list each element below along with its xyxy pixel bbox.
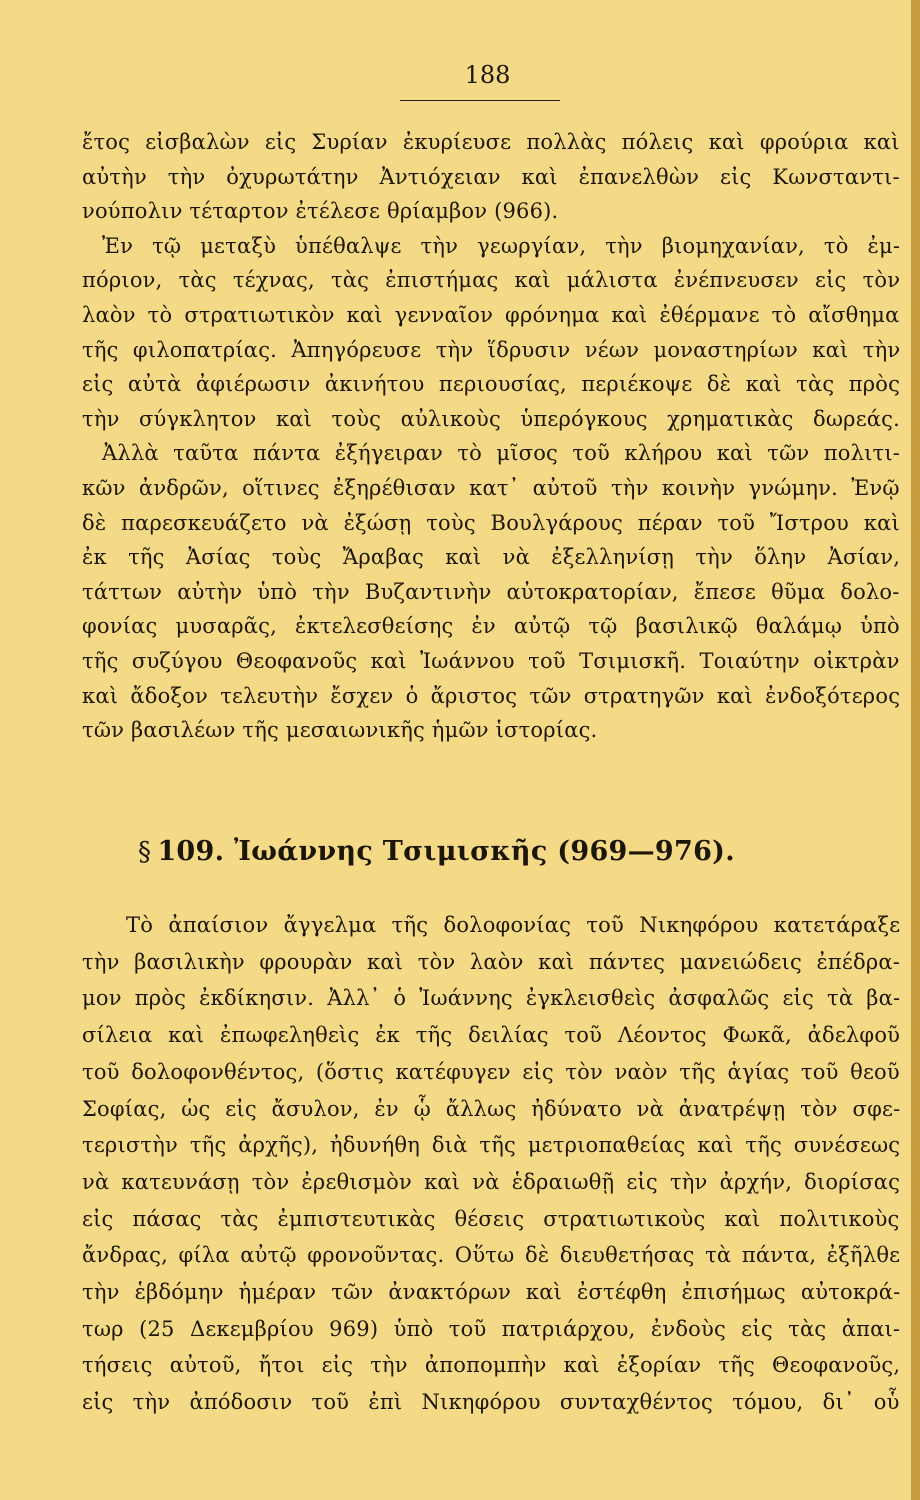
text-line: τάττων αὐτὴν ὑπὸ τὴν Βυζαντινὴν αὐτοκρατορίαν, ἔπεσε θῦμα δολο- bbox=[82, 579, 900, 604]
header-rule bbox=[400, 100, 560, 101]
text-line: εἰς πάσας τὰς ἐμπιστευτικὰς θέσεις στρατιωτικοὺς καὶ πολιτικοὺς bbox=[82, 1206, 900, 1231]
text-line: καὶ ἄδοξον τελευτὴν ἔσχεν ὁ ἄριστος τῶν στρατηγῶν καὶ ἐνδοξότερος bbox=[82, 683, 901, 708]
text-line: ἐκ τῆς Ἀσίας τοὺς Ἄραβας καὶ νὰ ἐξελληνίσῃ τὴν ὅλην Ἀσίαν, bbox=[82, 545, 901, 570]
text-line: μον πρὸς ἐκδίκησιν. Ἀλλ᾽ ὁ Ἰωάννης ἐγκλεισθεὶς ἀσφαλῶς εἰς τὰ βα- bbox=[82, 986, 901, 1011]
section-heading bbox=[138, 832, 735, 872]
text-line: αὐτὴν τὴν ὀχυρωτάτην Ἀντιόχειαν καὶ ἐπανελθὼν εἰς Κωνσταντι- bbox=[82, 164, 900, 189]
text-line: νὰ κατευνάσῃ τὸν ἐρεθισμὸν καὶ νὰ ἑδραιωθῇ εἰς τὴν ἀρχήν, διορίσας bbox=[82, 1169, 901, 1194]
text-line: Ἐν τῷ μεταξὺ ὑπέθαλψε τὴν γεωργίαν, τὴν βιομηχανίαν, τὸ ἐμ- bbox=[102, 233, 901, 258]
text-line: τῶν βασιλέων τῆς μεσαιωνικῆς ἡμῶν ἱστορίας. bbox=[82, 718, 598, 743]
text-line: εἰς τὴν ἀπόδοσιν τοῦ ἐπὶ Νικηφόρου συνταχθέντος τόμου, δι᾽ οὗ bbox=[82, 1390, 900, 1415]
text-line: τὴν ἑβδόμην ἡμέραν τῶν ἀνακτόρων καὶ ἐστέφθη ἐπισήμως αὐτοκρά- bbox=[82, 1280, 901, 1304]
section-symbol: § bbox=[138, 837, 152, 867]
text-line: τῆς φιλοπατρίας. Ἀπηγόρευσε τὴν ἵδρυσιν νέων μοναστηρίων καὶ τὴν bbox=[82, 337, 901, 362]
text-line: τῆς συζύγου Θεοφανοῦς καὶ Ἰωάννου τοῦ Τσιμισκῆ. Τοιαύτην οἰκτρὰν bbox=[82, 649, 900, 673]
text-line: τεριστὴν τῆς ἀρχῆς), ἠδυνήθη διὰ τῆς μετριοπαθείας καὶ τῆς συνέσεως bbox=[82, 1133, 901, 1158]
text-line: δὲ παρεσκευάζετο νὰ ἐξώσῃ τοὺς Βουλγάρους πέραν τοῦ Ἴστρου καὶ bbox=[82, 510, 900, 535]
text-line: φονίας μυσαρᾶς, ἐκτελεσθείσης ἐν αὐτῷ τῷ βασιλικῷ θαλάμῳ ὑπὸ bbox=[82, 614, 900, 639]
text-line: κῶν ἀνδρῶν, οἵτινες ἐξηρέθισαν κατ᾽ αὐτοῦ τὴν κοινὴν γνώμην. Ἐνῷ bbox=[82, 476, 900, 500]
text-line: λαὸν τὸ στρατιωτικὸν καὶ γενναῖον φρόνημα καὶ ἐθέρμανε τὸ αἴσθημα bbox=[82, 303, 900, 327]
text-line: Τὸ ἀπαίσιον ἄγγελμα τῆς δολοφονίας τοῦ Νικηφόρου κατετάραξε bbox=[126, 913, 901, 937]
text-line: πόριον, τὰς τέχνας, τὰς ἐπιστήμας καὶ μάλιστα ἐνέπνευσεν εἰς τὸν bbox=[82, 268, 901, 293]
text-line: Σοφίας, ὡς εἰς ἄσυλον, ἐν ᾧ ἄλλως ἠδύνατο νὰ ἀνατρέψῃ τὸν σφε- bbox=[82, 1096, 901, 1121]
text-line: τὴν σύγκλητον καὶ τοὺς αὐλικοὺς ὑπερόγκους χρηματικὰς δωρεάς. bbox=[82, 406, 900, 431]
section-title: 109. Ἰωάννης Τσιμισκῆς (969—976). bbox=[157, 836, 735, 867]
text-line: νούπολιν τέταρτον ἐτέλεσε θρίαμβον (966). bbox=[82, 199, 559, 224]
text-line: τοῦ δολοφονθέντος, (ὅστις κατέφυγεν εἰς τὸν ναὸν τῆς ἁγίας τοῦ θεοῦ bbox=[82, 1059, 900, 1084]
text-line: ἄνδρας, φίλα αὐτῷ φρονοῦντας. Οὕτω δὲ διευθετήσας τὰ πάντα, ἐξῆλθε bbox=[82, 1243, 901, 1268]
text-line: Ἀλλὰ ταῦτα πάντα ἐξήγειραν τὸ μῖσος τοῦ κλήρου καὶ τῶν πολιτι- bbox=[102, 441, 901, 466]
page-number: 188 bbox=[464, 61, 511, 89]
text-line: ἔτος εἰσβαλὼν εἰς Συρίαν ἐκυρίευσε πολλὰς πόλεις καὶ φρούρια καὶ bbox=[82, 130, 900, 154]
text-line: τωρ (25 Δεκεμβρίου 969) ὑπὸ τοῦ πατριάρχου, ἐνδοὺς εἰς τὰς ἀπαι- bbox=[82, 1316, 901, 1341]
text-line: σίλεια καὶ ἐπωφεληθεὶς ἐκ τῆς δειλίας τοῦ Λέοντος Φωκᾶ, ἀδελφοῦ bbox=[82, 1023, 901, 1048]
page-edge bbox=[911, 0, 920, 1500]
text-line: τήσεις αὐτοῦ, ἤτοι εἰς τὴν ἀποπομπὴν καὶ ἐξορίαν τῆς Θεοφανοῦς, bbox=[82, 1353, 901, 1378]
text-line: εἰς αὐτὰ ἀφιέρωσιν ἀκινήτου περιουσίας, περιέκοψε δὲ καὶ τὰς πρὸς bbox=[82, 372, 901, 397]
text-line: τὴν βασιλικὴν φρουρὰν καὶ τὸν λαὸν καὶ πάντες μανειώδεις ἐπέδρα- bbox=[82, 949, 901, 974]
